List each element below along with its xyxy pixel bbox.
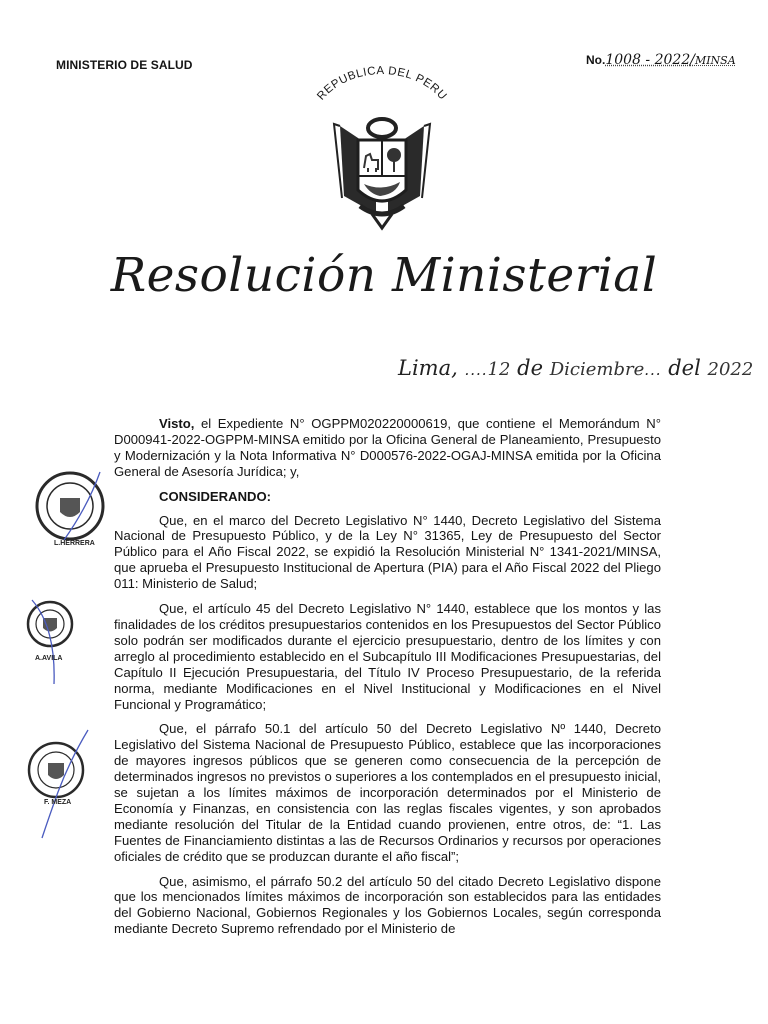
resolution-number: No.1008 - 2022/MINSA (586, 52, 736, 68)
resolution-number-prefix: No. (586, 53, 606, 67)
visto-paragraph: Visto, el Expediente N° OGPPM020220000619, que contiene el Memorándum N° D000941-2022-OGPPM-MINSA emitido por la Oficina General de Planeamiento, Presupuesto y Modernización y la Nota Informativa N° D000576-2022-OGAJ-MINSA emitida por la Oficina General de Asesoría Jurídica; y, (114, 416, 661, 479)
date-year: 2022 (707, 359, 754, 380)
resolution-number-handwritten: 1008 - 2022 (605, 52, 691, 68)
paragraph: Que, el artículo 45 del Decreto Legislativo N° 1440, establece que los montos y las finalidades de los créditos presupuestarios contenidos en los Presupuestos del Sector Público solo podrán ser modificados durante el ejercicio presupuestario, dentro de los límites y con arreglo al procedimiento establecido en el Subcapítulo III Modificaciones Presupuestarias, del Capítulo II Ejecución Presupuestaria, del Título IV Proceso Presupuestario, de la referida norma, mediante Modificaciones en el Nivel Institucional y Modificaciones en el Nivel Funcional y Programático; (114, 601, 661, 712)
seal-label: L.HERRERA (54, 540, 95, 547)
date-day: 12 (487, 359, 511, 380)
paragraph: Que, el párrafo 50.1 del artículo 50 del Decreto Legislativo Nº 1440, Decreto Legislativo del Sistema Nacional de Presupuesto Público, establece que las incorporaciones de mayores ingresos públicos que se generen como consecuencia de la percepción de determinados ingresos no previstos o superiores a los contemplados en el presupuesto inicial, se sujetan a los límites máximos de incorporación determinados por el Ministerio de Economía y Finanzas, en consistencia con las reglas fiscales vigentes, y son aprobados mediante resolución del Titular de la Entidad cuando provienen, entre otros, de: “1. Las Fuentes de Financiamiento distintas a las de Recursos Ordinarios y recursos por operaciones oficiales de crédito que se produzcan durante el año fiscal”; (114, 721, 661, 864)
resolution-number-suffix: MINSA (694, 54, 736, 67)
ministry-name: MINISTERIO DE SALUD (56, 58, 193, 72)
document-title: Resolución Ministerial (110, 248, 658, 303)
coat-of-arms-emblem (300, 64, 464, 236)
official-seal (24, 598, 84, 663)
dateline: Lima, ....12 de Diciembre... del 2022 (398, 356, 754, 380)
visto-label: Visto, (159, 416, 195, 431)
official-seal (30, 466, 110, 551)
svg-text:REPUBLICA DEL PERU (315, 65, 449, 103)
document-body (114, 416, 661, 946)
date-city: Lima, (398, 356, 458, 380)
date-month: Diciembre (549, 359, 645, 380)
paragraph: Que, asimismo, el párrafo 50.2 del artículo 50 del citado Decreto Legislativo dispone que los mencionados límites máximos de incorporación son establecidos para las entidades del Gobierno Nacional, Gobiernos Regionales y los Gobiernos Locales, según corresponda mediante Decreto Supremo refrendado por el Ministerio de (114, 873, 661, 937)
seal-label: F. MEZA (44, 799, 72, 806)
paragraph: Que, en el marco del Decreto Legislativo N° 1440, Decreto Legislativo del Sistema Nacional de Presupuesto Público, y de la Ley N° 31365, Ley de Presupuesto del Sector Público para el Año Fiscal 2022, se expidió la Resolución Ministerial N° 1341-2021/MINSA, que aprueba el Presupuesto Institucional de Apertura (PIA) para el Año Fiscal 2022 del Pliego 011: Ministerio de Salud; (114, 512, 661, 592)
considerando-heading: CONSIDERANDO: (159, 488, 272, 504)
official-seal (26, 730, 96, 845)
seal-label: A.AVILA (35, 655, 63, 662)
emblem-arc-text: REPUBLICA DEL PERU (315, 64, 449, 103)
